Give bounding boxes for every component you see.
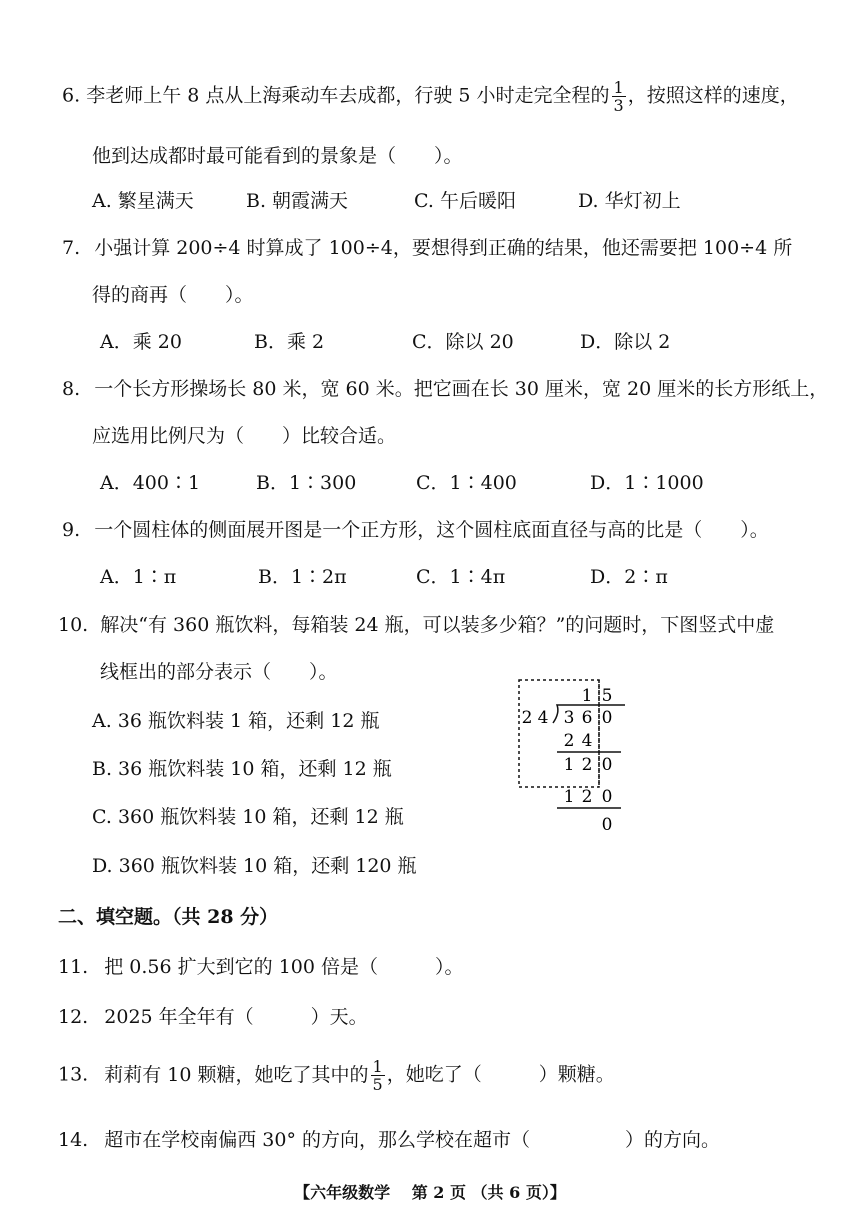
long-division-figure xyxy=(505,675,645,840)
option-d: D．除以 2 xyxy=(580,331,671,353)
question-number: 7. xyxy=(62,237,81,259)
page-footer: 【六年级数学 第 2 页 （共 6 页）】 xyxy=(294,1183,566,1202)
question-number: 13. xyxy=(58,1063,89,1086)
option-a: A．乘 20 xyxy=(100,331,182,353)
option-b: B. 朝霞满天 xyxy=(246,190,349,212)
step1-digit: 4 xyxy=(581,731,593,751)
option-d: D．1∶1000 xyxy=(590,472,704,494)
remainder-digit: 2 xyxy=(581,755,593,775)
step2-digit: 1 xyxy=(563,787,575,807)
question-number: 11. xyxy=(58,956,89,978)
fraction-numerator: 1 xyxy=(613,78,624,97)
divisor-digit: 4 xyxy=(537,708,549,728)
question-number: 14. xyxy=(58,1129,89,1151)
fraction-denominator: 5 xyxy=(372,1075,383,1094)
option-a: A. 繁星满天 xyxy=(92,190,194,212)
question-14 xyxy=(58,1125,720,1152)
question-text: 一个圆柱体的侧面展开图是一个正方形，这个圆柱底面直径与高的比是（ ）。 xyxy=(94,519,769,541)
question-13 xyxy=(58,1058,615,1093)
question-text: ，按照这样的速度， xyxy=(627,84,799,107)
option-b: B．乘 2 xyxy=(254,331,325,353)
option-c: C．1∶4π xyxy=(416,566,506,588)
quotient-digit: 5 xyxy=(601,686,613,706)
question-text: 2025 年全年有（ ）天。 xyxy=(104,1006,368,1028)
option-a: A．1∶π xyxy=(100,566,177,588)
question-text: 一个长方形操场长 80 米，宽 60 米。把它画在长 30 厘米，宽 20 厘米的长方形纸上， xyxy=(94,378,829,400)
question-number: 6. xyxy=(62,84,81,107)
question-8-line-1 xyxy=(62,374,828,401)
option-c: C．除以 20 xyxy=(412,331,514,353)
step1-digit: 2 xyxy=(563,731,575,751)
question-11 xyxy=(58,952,464,979)
question-9-line-1 xyxy=(62,515,769,542)
question-6-line-2: 他到达成都时最可能看到的景象是（ ）。 xyxy=(92,145,463,167)
option-c: C. 午后暖阳 xyxy=(414,190,516,212)
question-text: 把 0.56 扩大到它的 100 倍是（ ）。 xyxy=(104,956,464,978)
option-d: D. 360 瓶饮料装 10 箱，还剩 120 瓶 xyxy=(92,855,417,877)
final-remainder: 0 xyxy=(601,815,613,835)
fraction-one-fifth xyxy=(371,1058,385,1093)
question-text: 解决“有 360 瓶饮料，每箱装 24 瓶，可以装多少箱？”的问题时，下图竖式中虚 xyxy=(100,614,775,636)
remainder-digit: 0 xyxy=(601,755,613,775)
option-c: C. 360 瓶饮料装 10 箱，还剩 12 瓶 xyxy=(92,806,404,828)
step2-digit: 0 xyxy=(601,787,613,807)
question-7-line-2: 得的商再（ ）。 xyxy=(92,284,254,306)
question-6-line-1 xyxy=(62,79,799,114)
option-b: B. 36 瓶饮料装 10 箱，还剩 12 瓶 xyxy=(92,758,392,780)
dividend-digit: 0 xyxy=(601,708,613,728)
question-text: 莉莉有 10 颗糖，她吃了其中的 xyxy=(104,1063,369,1086)
quotient-digit: 1 xyxy=(581,686,593,706)
question-12 xyxy=(58,1002,368,1029)
question-text: 李老师上午 8 点从上海乘动车去成都，行驶 5 小时走完全程的 xyxy=(86,84,610,107)
section-title: 二、填空题。（共 28 分） xyxy=(58,906,279,928)
question-10-line-1 xyxy=(58,610,774,637)
option-a: A．400∶1 xyxy=(100,472,201,494)
question-number: 10. xyxy=(58,614,89,636)
question-text: 超市在学校南偏西 30° 的方向，那么学校在超市（ ）的方向。 xyxy=(104,1129,721,1151)
dividend-digit: 6 xyxy=(581,708,593,728)
fraction-one-third xyxy=(612,79,626,114)
dividend-digit: 3 xyxy=(563,708,575,728)
question-text: ，她吃了（ ）颗糖。 xyxy=(386,1063,615,1086)
option-b: B．1∶2π xyxy=(258,566,347,588)
question-number: 8. xyxy=(62,378,81,400)
remainder-digit: 1 xyxy=(563,755,575,775)
option-d: D．2∶π xyxy=(590,566,668,588)
question-7-line-1 xyxy=(62,233,792,260)
fraction-denominator: 3 xyxy=(613,96,624,115)
option-a: A. 36 瓶饮料装 1 箱，还剩 12 瓶 xyxy=(92,710,380,732)
option-d: D. 华灯初上 xyxy=(578,190,681,212)
fraction-numerator: 1 xyxy=(372,1057,383,1076)
question-8-line-2: 应选用比例尺为（ ）比较合适。 xyxy=(92,425,397,447)
divisor-digit: 2 xyxy=(521,708,533,728)
step2-digit: 2 xyxy=(581,787,593,807)
option-c: C．1∶400 xyxy=(416,472,517,494)
question-number: 12. xyxy=(58,1006,89,1028)
question-text: 小强计算 200÷4 时算成了 100÷4，要想得到正确的结果，他还需要把 100÷4 所 xyxy=(94,237,793,259)
question-number: 9. xyxy=(62,519,81,541)
question-10-line-2: 线框出的部分表示（ ）。 xyxy=(100,661,338,683)
option-b: B．1∶300 xyxy=(256,472,357,494)
